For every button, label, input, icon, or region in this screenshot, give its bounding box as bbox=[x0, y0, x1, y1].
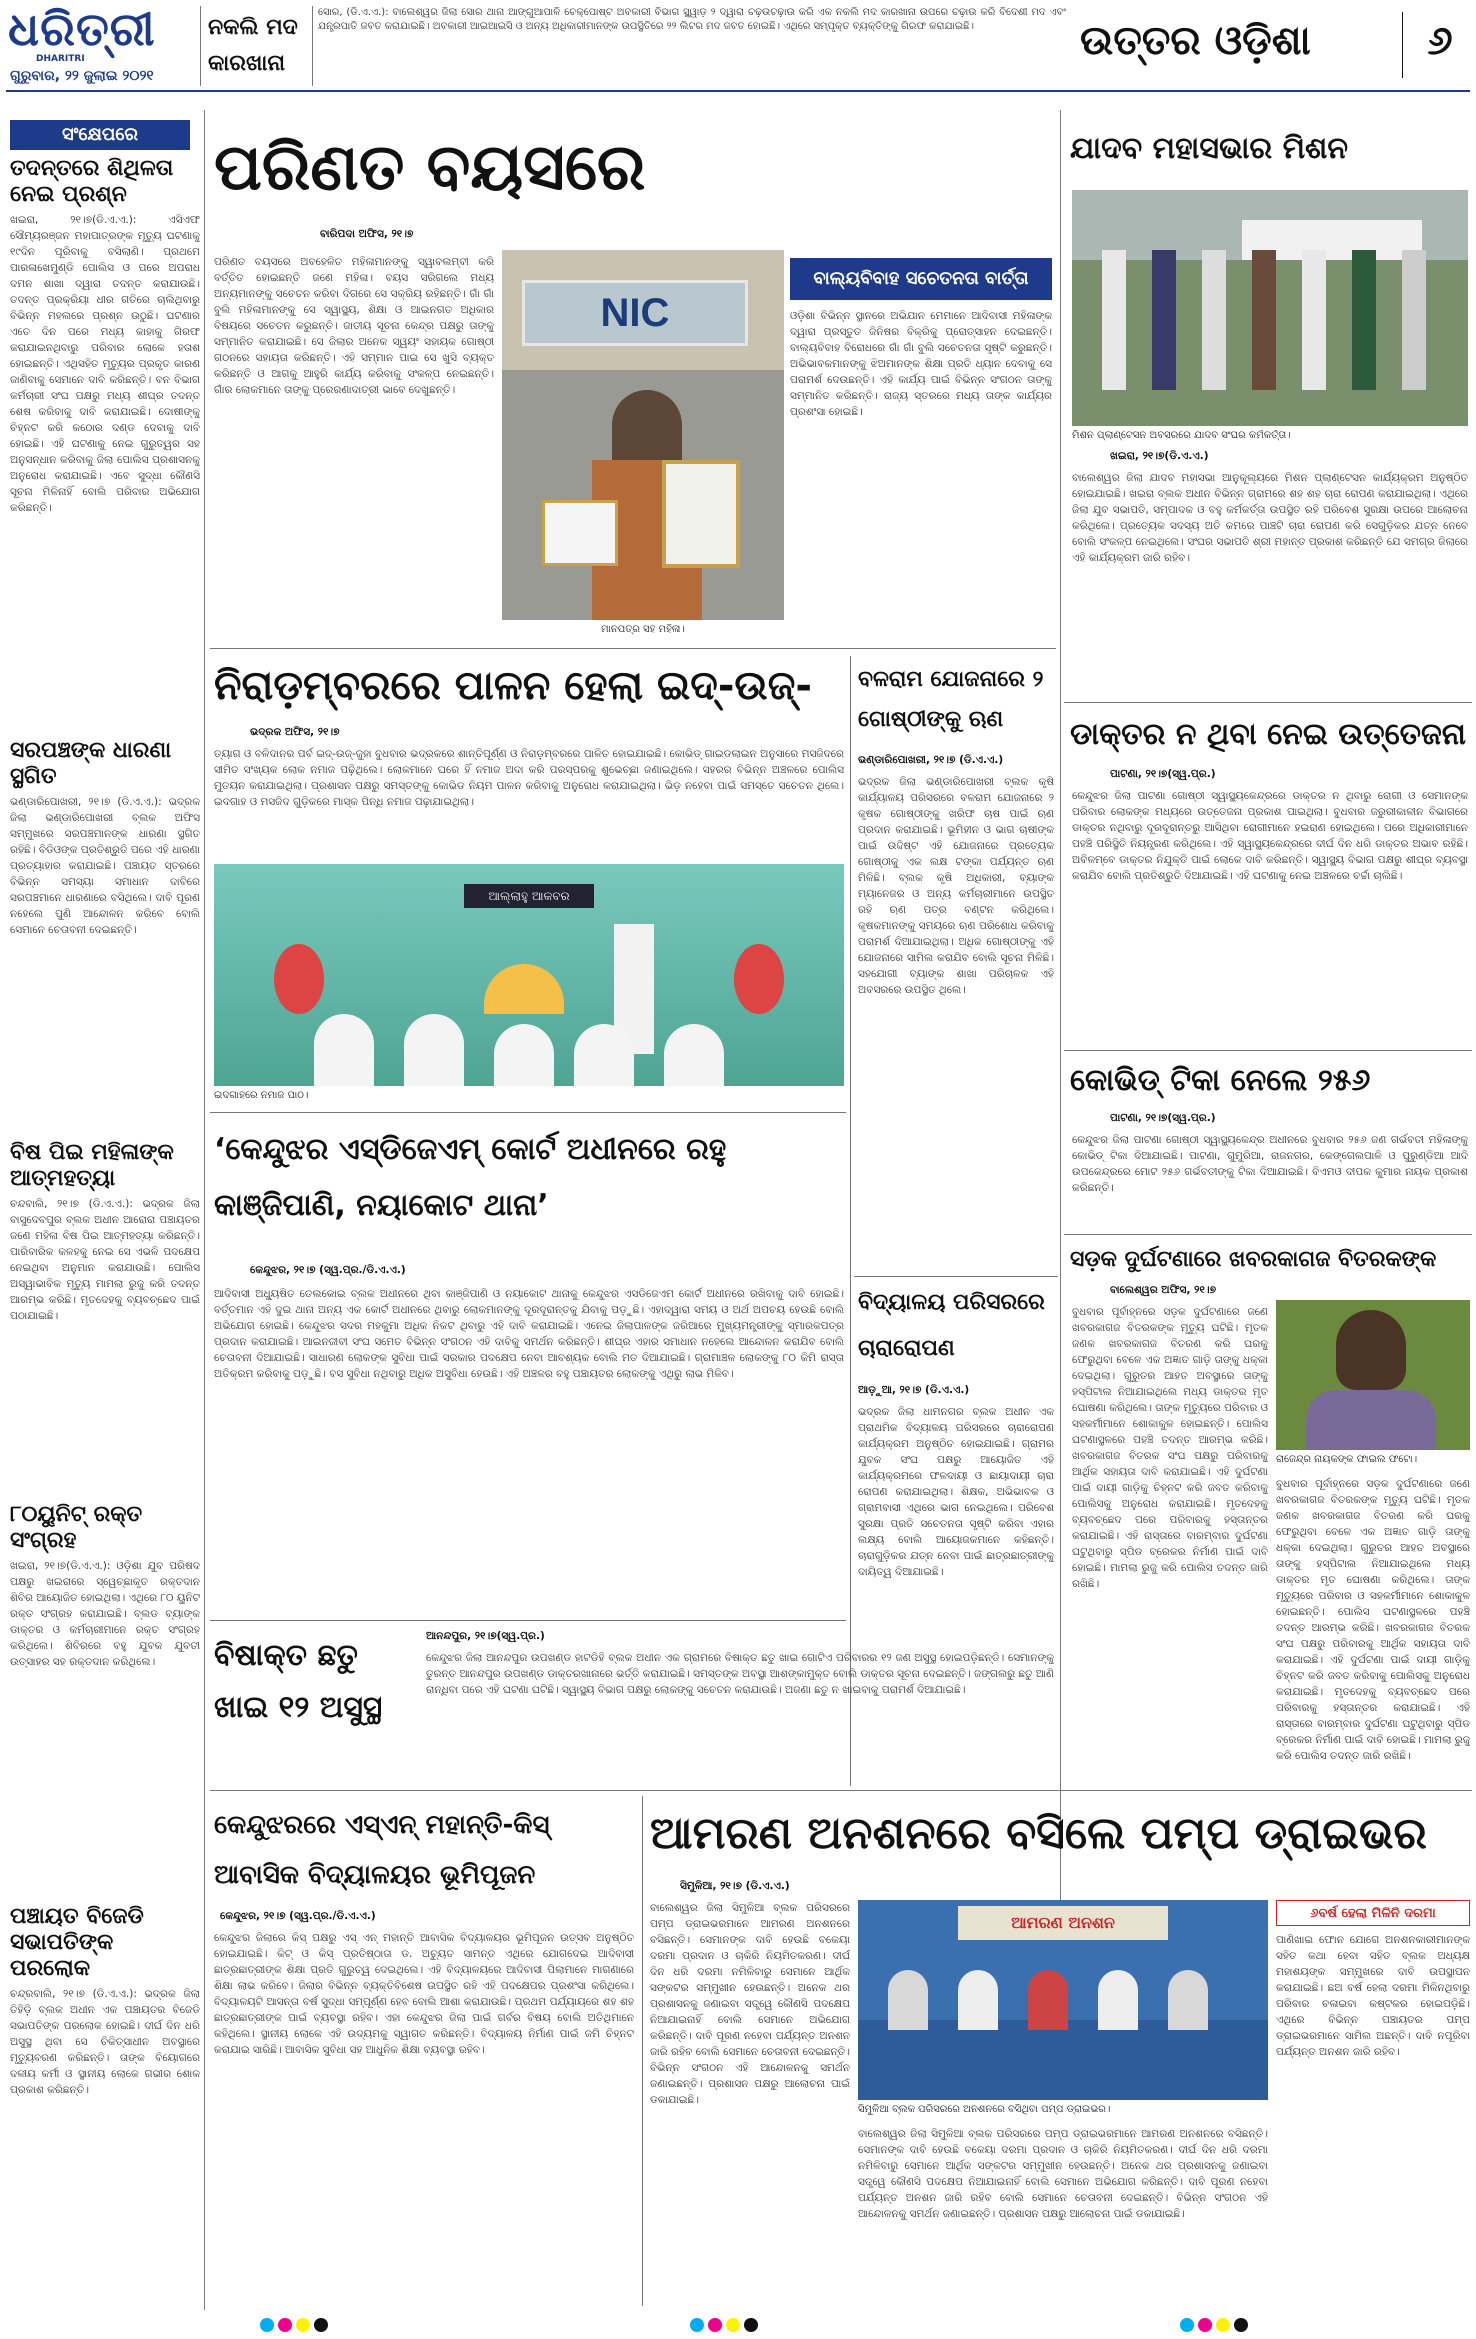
school-byline: ଆଡ଼ୁଆ, ୨୧।୭ (ଡି.ଏ.ଏ.) bbox=[858, 1384, 970, 1396]
brief-text: ଚନ୍ଦବାଲି, ୨୧।୭ (ଡି.ଏ.ଏ.): ଭଦ୍ରକ ଜିଲା ବାସୁଦେବପୁର ବ୍ଲକ ଅଧୀନ ଆରୋରା ପଞ୍ଚାୟତର ଜଣେ ମହିଳା ବିଷ ପିଇ ଆତ୍ମହତ୍ୟା କରିଛନ୍ତି। ପାରିବାରିକ କଳହକୁ ନେଇ ସେ ଏଭଳି ପଦକ୍ଷେପ ନେଇଥିବା ଅନୁମାନ କରାଯାଉଛି। ପୋଲିସ ଅସ୍ୱାଭାବିକ ମୃତ୍ୟୁ ମାମଲା ରୁଜୁ କରି ତଦନ୍ତ ଆରମ୍ଭ କରିଛି। ମୃତଦେହକୁ ବ୍ୟବଚ୍ଛେଦ ପାଇଁ ପଠାଯାଇଛି। bbox=[10, 1198, 200, 1322]
brief-text: ଖଇରା, ୨୧।୭(ଡି.ଏ.ଏ.): ଓଡ଼ିଶା ଯୁବ ପରିଷଦ ପକ୍ଷରୁ ଖଇରାରେ ସ୍ୱେଚ୍ଛାକୃତ ରକ୍ତଦାନ ଶିବିର ଆୟୋଜିତ ହୋଇଥିଲା। ଏଥିରେ ୮୦ ୟୁନିଟ ରକ୍ତ ସଂଗ୍ରହ କରାଯାଇଛି। ବ୍ଲଡ ବ୍ୟାଙ୍କ ଡାକ୍ତର ଓ କର୍ମଚାରୀମାନେ ରକ୍ତ ସଂଗ୍ରହ କରିଥିଲେ। ଶିବିରରେ ବହୁ ଯୁବକ ଯୁବତୀ ଉତ୍ସାହର ସହ ରକ୍ତଦାନ କରିଥିଲେ। bbox=[10, 1560, 200, 1668]
accident-text: ବୁଧବାର ପୂର୍ବାହ୍ନରେ ସଡ଼କ ଦୁର୍ଘଟଣାରେ ଜଣେ ଖବରକାଗଜ ବିତରକଙ୍କ ମୃତ୍ୟୁ ଘଟିଛି। ମୃତକ ଜଣକ ଖବରକାଗଜ ବିତରଣ କରି ଘରକୁ ଫେରୁଥିବା ବେଳେ ଏକ ଅଜ୍ଞାତ ଗାଡ଼ି ତାଙ୍କୁ ଧକ୍କା ଦେଇଥିଲା। ଗୁରୁତର ଆହତ ଅବସ୍ଥାରେ ତାଙ୍କୁ ହସ୍ପିଟାଲ ନିଆଯାଇଥିଲେ ମଧ୍ୟ ଡାକ୍ତର ମୃତ ଘୋଷଣା କରିଥିଲେ। ତାଙ୍କ ମୃତ୍ୟୁରେ ପରିବାର ଓ ସହକର୍ମୀମାନେ ଶୋକାକୁଳ ହୋଇଛନ୍ତି। ପୋଲିସ ଘଟଣାସ୍ଥଳରେ ପହଞ୍ଚି ତଦନ୍ତ ଆରମ୍ଭ କରିଛି। ଖବରକାଗଜ ବିତରକ ସଂଘ ପକ୍ଷରୁ ପରିବାରକୁ ଆର୍ଥିକ ସହାୟତା ଦାବି କରାଯାଇଛି। ଏହି ଦୁର୍ଘଟଣା ପାଇଁ ଦାୟୀ ଗାଡ଼ିକୁ ଚିହ୍ନଟ କରି ଜବତ କରିବାକୁ ପୋଲିସକୁ ଅନୁରୋଧ କରାଯାଇଛି। ମୃତଦେହକୁ ବ୍ୟବଚ୍ଛେଦ ପରେ ପରିବାରକୁ ହସ୍ତାନ୍ତର କରାଯାଇଛି। ଏହି ରାସ୍ତାରେ ବାରମ୍ବାର ଦୁର୍ଘଟଣା ଘଟୁଥିବାରୁ ସ୍ପିଡ ବ୍ରେକର ନିର୍ମାଣ ପାଇଁ ଦାବି ହୋଇଛି। ମାମଲା ରୁଜୁ କରି ପୋଲିସ ତଦନ୍ତ ଜାରି ରଖିଛି। bbox=[1072, 1306, 1268, 1590]
vaccine-byline: ପାଟଣା, ୨୧।୭(ସ୍ୱ.ପ୍ର.) bbox=[1110, 1112, 1216, 1124]
hunger-headline: ଆମରଣ ଅନଶନରେ ବସିଲେ ପମ୍ପ ଡ୍ରାଇଭର bbox=[650, 1808, 1427, 1859]
lead-byline: ବାରିପଦା ଅଫିସ, ୨୧।୭ bbox=[320, 228, 414, 240]
eid-photo-caption: ଇଦଗାହରେ ନମାଜ ପାଠ। bbox=[214, 1090, 309, 1101]
kiss-text: କେନ୍ଦୁଝର ଜିଲାରେ କିସ୍ ପକ୍ଷରୁ ଏସ୍ ଏନ୍ ମହାନ୍ତି ଆବାସିକ ବିଦ୍ୟାଳୟର ଭୂମିପୂଜନ ଉତ୍ସବ ଅନୁଷ୍ଠିତ ହୋଇଯାଇଛି। କିଟ୍ ଓ କିସ୍ ପ୍ରତିଷ୍ଠାତା ଡ. ଅଚ୍ୟୁତ ସାମନ୍ତ ଏଥିରେ ଯୋଗଦେଇ ଆଦିବାସୀ ଛାତ୍ରଛାତ୍ରୀଙ୍କ ଶିକ୍ଷା ପ୍ରତି ଗୁରୁତ୍ୱ ଦେଇଥିଲେ। ଏହି ବିଦ୍ୟାଳୟରେ ଆଦିବାସୀ ପିଲାମାନେ ମାଗଣାରେ ଶିକ୍ଷା ଲାଭ କରିବେ। ଜିଲାର ବିଭିନ୍ନ ବ୍ୟକ୍ତିବିଶେଷ ଉପସ୍ଥିତ ରହି ଏହି ପଦକ୍ଷେପର ପ୍ରଶଂସା କରିଥିଲେ। ବିଦ୍ୟାଳୟଟି ଆସନ୍ତା ବର୍ଷ ସୁଦ୍ଧା ସମ୍ପୂର୍ଣ୍ଣ ହେବ ବୋଲି ଆଶା କରାଯାଉଛି। ପ୍ରଥମ ପର୍ଯ୍ୟାୟରେ ଶହ ଶହ ଛାତ୍ରଛାତ୍ରୀଙ୍କ ପାଇଁ ବ୍ୟବସ୍ଥା ରହିବ। ଏହା କେନ୍ଦୁଝର ଜିଲା ପାଇଁ ଗର୍ବର ବିଷୟ ବୋଲି ଅତିଥିମାନେ କହିଥିଲେ। ସ୍ଥାନୀୟ ଲୋକେ ଏହି ଉଦ୍ୟମକୁ ସ୍ୱାଗତ କରିଛନ୍ତି। ବିଦ୍ୟାଳୟ ନିର୍ମାଣ ପାଇଁ ଜମି ଚିହ୍ନଟ କରାଯାଇ ସାରିଛି। ଆବାସିକ ସୁବିଧା ସହ ଆଧୁନିକ ଶିକ୍ଷା ବ୍ୟବସ୍ଥା ରହିବ। bbox=[214, 1932, 634, 2056]
hunger-photo bbox=[858, 1900, 1268, 2100]
hunger-side-label: ୬ବର୍ଷ ହେଲା ମିଳିନି ଦରମା bbox=[1276, 1900, 1470, 1926]
brief-title: ସରପଞ୍ଚଙ୍କ ଧାରଣା ସ୍ଥଗିତ bbox=[10, 738, 172, 789]
yadav-photo bbox=[1072, 190, 1468, 426]
yadav-byline: ଖଇରା, ୨୧।୭(ଡି.ଏ.ଏ.) bbox=[1110, 450, 1209, 462]
vaccine-text: କେନ୍ଦୁଝର ଜିଲା ପାଟଣା ଗୋଷ୍ଠୀ ସ୍ୱାସ୍ଥ୍ୟକେନ୍ଦ୍ର ଅଧୀନରେ ବୁଧବାର ୨୫୬ ଜଣ ଗର୍ଭବତୀ ମହିଳାଙ୍କୁ କୋଭିଡ୍ ଟିକା ଦିଆଯାଇଛି। ପାଟଣା, ଗୁମୁରିଆ, ରାଜନଗର, କେଙ୍ଗେଲପାଳି ଓ ପୁରୁଣ୍ଡିଆ ଆଦି ଉପକେନ୍ଦ୍ରରେ ମୋଟ ୨୫୬ ଗର୍ଭବତୀଙ୍କୁ ଟିକା ଦିଆଯାଇଛି। ବିଏମଓ ଦୀପକ କୁମାର ନାୟକ ପ୍ରକାଶ କରିଛନ୍ତି। bbox=[1072, 1134, 1468, 1194]
hunger-byline: ସିମୁଳିଆ, ୨୧।୭ (ଡି.ଏ.ଏ.) bbox=[680, 1880, 790, 1892]
accident-byline: ବାଲେଶ୍ୱର ଅଫିସ, ୨୧।୭ bbox=[1110, 1284, 1217, 1296]
brief-title: ପଞ୍ଚାୟତ ବିଜେଡି ସଭାପତିଙ୍କ ପରଲୋକ bbox=[10, 1904, 144, 1981]
teaser-text: ସୋର, (ଡି.ଏ.ଏ.): ବାଲେଶ୍ୱର ଜିଲା ସୋର ଥାନା ଆଙ୍ଗୁଆପାଳି ଚେକ୍‌ପୋଷ୍ଟ ଅବକାରୀ ବିଭାଗ ସ୍କ୍ୱାଡ଼ ୨ ଦ୍ୱାରା ଚଢ଼ଉଚଢ଼ାଉ କରି ଏକ ନକଲି ମଦ କାରଖାନା ଉପରେ ଚଢ଼ାଉ କରି ବିଦେଶୀ ମଦ ଏବଂ ଯନ୍ତ୍ରପାତି ଜବତ କରାଯାଇଛି। ଅବକାରୀ ଆଇଆଇସି ଓ ଅନ୍ୟ ଅଧିକାରୀମାନଙ୍କ ଉପସ୍ଥିତିରେ ୨୨ ଲିଟର ମଦ ଜବତ ହୋଇଛି। ଏଥିରେ ସମ୍ପୃକ୍ତ ବ୍ୟକ୍ତିଙ୍କୁ ଗିରଫ କରାଯାଇଛି। bbox=[318, 7, 1066, 32]
mosque-sign: ଆଲ୍ଲାହୁ ଆକବର bbox=[464, 884, 594, 908]
doctor-byline: ପାଟଣା, ୨୧।୭(ସ୍ୱ.ପ୍ର.) bbox=[1110, 768, 1216, 780]
registration-marks bbox=[0, 2314, 1476, 2334]
briefs-label: ସଂକ୍ଷେପରେ bbox=[10, 120, 190, 150]
brief-title: ତଦନ୍ତରେ ଶିଥିଳତା ନେଇ ପ୍ରଶ୍ନ bbox=[10, 156, 174, 207]
hunger-text: ବାଲେଶ୍ୱର ଜିଲା ସିମୁଳିଆ ବ୍ଲକ ପରିସରରେ ପମ୍ପ ଡ୍ରାଇଭରମାନେ ଆମରଣ ଅନଶନରେ ବସିଛନ୍ତି। ସେମାନଙ୍କ ଦାବି ହେଉଛି ବକେୟା ଦରମା ପ୍ରଦାନ ଓ ଚାକିରି ନିୟମିତକରଣ। ଦୀର୍ଘ ଦିନ ଧରି ଦରମା ନମିଳିବାରୁ ସେମାନେ ଆର୍ଥିକ ସଙ୍କଟର ସମ୍ମୁଖୀନ ହେଉଛନ୍ତି। ଅନେକ ଥର ପ୍ରଶାସନକୁ ଜଣାଇବା ସତ୍ତ୍ୱେ କୌଣସି ପଦକ୍ଷେପ ନିଆଯାଇନାହିଁ ବୋଲି ସେମାନେ ଅଭିଯୋଗ କରିଛନ୍ତି। ଦାବି ପୂରଣ ନହେବା ପର୍ଯ୍ୟନ୍ତ ଅନଶନ ଜାରି ରହିବ ବୋଲି ସେମାନେ ଚେତାବନୀ ଦେଇଛନ୍ତି। ବିଭିନ୍ନ ସଂଗଠନ ଏହି ଆନ୍ଦୋଳନକୁ ସମର୍ଥନ ଜଣାଇଛନ୍ତି। ପ୍ରଶାସନ ପକ୍ଷରୁ ଆଲୋଚନା ପାଇଁ ଡକାଯାଇଛି। bbox=[650, 1902, 850, 2106]
section-name: ଉତ୍ତର ଓଡ଼ିଶା bbox=[1080, 18, 1311, 64]
accident-photo bbox=[1276, 1300, 1470, 1450]
doctor-headline: ଡାକ୍ତର ନ ଥିବା ନେଇ ଉତ୍ତେଜନା bbox=[1070, 717, 1466, 752]
court-headline: ‘କେନ୍ଦୁଝର ଏସ୍‌ଡିଜେଏମ୍ କୋର୍ଟ ଅଧୀନରେ ରହୁ କାଞ୍ଜିପାଣି, ନୟାକୋଟ ଥାନା’ bbox=[214, 1132, 727, 1223]
kiss-byline: କେନ୍ଦୁଝର, ୨୧।୭ (ସ୍ୱ.ପ୍ର./ଡି.ଏ.ଏ.) bbox=[220, 1910, 376, 1922]
brief-text: ଚନ୍ଦ୍ରବାଲି, ୨୧।୭ (ଡି.ଏ.ଏ.): ଭଦ୍ରକ ଜିଲା ତିହିଡ଼ି ବ୍ଲକ ଅଧୀନ ଏକ ପଞ୍ଚାୟତର ବିଜେଡି ସଭାପତିଙ୍କ ପରଲୋକ ହୋଇଛି। ଦୀର୍ଘ ଦିନ ଧରି ଅସୁସ୍ଥ ଥିବା ସେ ଚିକିତ୍ସାଧୀନ ଅବସ୍ଥାରେ ମୃତ୍ୟୁବରଣ କରିଛନ୍ତି। ତାଙ୍କ ବିୟୋଗରେ ଦଳୀୟ କର୍ମୀ ଓ ସ୍ଥାନୀୟ ଲୋକେ ଗଭୀର ଶୋକ ପ୍ରକାଶ କରିଛନ୍ତି। bbox=[10, 1988, 200, 2096]
brief-text: ଭଣ୍ଡାରିପୋଖରୀ, ୨୧।୭ (ଡି.ଏ.ଏ.): ଭଦ୍ରକ ଜିଲା ଭଣ୍ଡାରିପୋଖରୀ ବ୍ଲକ ଅଫିସ ସମ୍ମୁଖରେ ସରପଞ୍ଚମାନଙ୍କ ଧାରଣା ସ୍ଥଗିତ ରହିଛି। ବିଡିଓଙ୍କ ପ୍ରତିଶ୍ରୁତି ପରେ ଏହି ଧାରଣା ପ୍ରତ୍ୟାହାର କରାଯାଇଛି। ପଞ୍ଚାୟତ ସ୍ତରରେ ବିଭିନ୍ନ ସମସ୍ୟା ସମାଧାନ ଦାବିରେ ସରପଞ୍ଚମାନେ ଧାରଣାରେ ବସିଥିଲେ। ଦାବି ପୂରଣ ନହେଲେ ପୁଣି ଆନ୍ଦୋଳନ କରିବେ ବୋଲି ସେମାନେ ଚେତାବନୀ ଦେଇଛନ୍ତି। bbox=[10, 796, 200, 936]
lead-photo-caption: ମାନପତ୍ର ସହ ମହିଳା। bbox=[601, 624, 685, 635]
yadav-photo-caption: ମିଶନ ପ୍ଲାଣ୍ଟେସନ ଅବସରରେ ଯାଦବ ସଂଘର କର୍ମକର୍ତ୍ତା। bbox=[1072, 430, 1291, 441]
hunger-text-2: ବାଲେଶ୍ୱର ଜିଲା ସିମୁଳିଆ ବ୍ଲକ ପରିସରରେ ପମ୍ପ ଡ୍ରାଇଭରମାନେ ଆମରଣ ଅନଶନରେ ବସିଛନ୍ତି। ସେମାନଙ୍କ ଦାବି ହେଉଛି ବକେୟା ଦରମା ପ୍ରଦାନ ଓ ଚାକିରି ନିୟମିତକରଣ। ଦୀର୍ଘ ଦିନ ଧରି ଦରମା ନମିଳିବାରୁ ସେମାନେ ଆର୍ଥିକ ସଙ୍କଟର ସମ୍ମୁଖୀନ ହେଉଛନ୍ତି। ଅନେକ ଥର ପ୍ରଶାସନକୁ ଜଣାଇବା ସତ୍ତ୍ୱେ କୌଣସି ପଦକ୍ଷେପ ନିଆଯାଇନାହିଁ ବୋଲି ସେମାନେ ଅଭିଯୋଗ କରିଛନ୍ତି। ଦାବି ପୂରଣ ନହେବା ପର୍ଯ୍ୟନ୍ତ ଅନଶନ ଜାରି ରହିବ ବୋଲି ସେମାନେ ଚେତାବନୀ ଦେଇଛନ୍ତି। ବିଭିନ୍ନ ସଂଗଠନ ଏହି ଆନ୍ଦୋଳନକୁ ସମର୍ଥନ ଜଣାଇଛନ୍ତି। ପ୍ରଶାସନ ପକ୍ଷରୁ ଆଲୋଚନା ପାଇଁ ଡକାଯାଇଛି। bbox=[858, 2128, 1268, 2220]
brief-title: ବିଷ ପିଇ ମହିଳାଙ୍କ ଆତ୍ମହତ୍ୟା bbox=[10, 1140, 174, 1191]
vaccine-headline: କୋଭିଡ୍ ଟିକା ନେଲେ ୨୫୬ bbox=[1070, 1063, 1371, 1098]
lead-headline: ପରିଣତ ବୟସରେ bbox=[214, 131, 646, 205]
poison-headline: ବିଷାକ୍ତ ଛତୁ ଖାଇ ୧୨ ଅସୁସ୍ଥ bbox=[214, 1638, 383, 1725]
briefs-column bbox=[10, 156, 200, 2146]
yadav-text: ବାଲେଶ୍ୱର ଜିଲା ଯାଦବ ମହାସଭା ଆନୁକୂଲ୍ୟରେ ମିଶନ ପ୍ଲାଣ୍ଟେସନ କାର୍ଯ୍ୟକ୍ରମ ଅନୁଷ୍ଠିତ ହୋଇଯାଇଛି। ଖଇରା ବ୍ଲକ ଅଧୀନ ବିଭିନ୍ନ ଗ୍ରାମରେ ଶହ ଶହ ଚାରା ରୋପଣ କରାଯାଇଥିଲା। ଏଥିରେ ଜିଲା ଯୁବ ସଭାପତି, ସମ୍ପାଦକ ଓ ବହୁ କର୍ମକର୍ତ୍ତା ଉପସ୍ଥିତ ରହି ପରିବେଶ ସୁରକ୍ଷା ଉପରେ ଆଲୋଚନା କରିଥିଲେ। ପ୍ରତ୍ୟେକ ସଦସ୍ୟ ଅତି କମରେ ପାଞ୍ଚଟି ଚାରା ରୋପଣ କରି ସେଗୁଡ଼ିକର ଯତ୍ନ ନେବେ ବୋଲି ସଂକଳ୍ପ ନେଇଥିଲେ। ସଂଘର ସଭାପତି ଶ୍ରୀ ମହାନ୍ତ ପ୍ରକାଶ କରିଛନ୍ତି ଯେ ସମଗ୍ର ଜିଲାରେ ଏହି କାର୍ଯ୍ୟକ୍ରମ ଜାରି ରହିବ। bbox=[1072, 472, 1468, 564]
masthead-logo bbox=[8, 4, 188, 66]
lead-text: ପରିଣତ ବୟସରେ ଅବହେଳିତ ମହିଳାମାନଙ୍କୁ ସ୍ୱାବଲମ୍ବୀ କରି ବର୍ତ୍ତିତ ହୋଇଛନ୍ତି ଜଣେ ମହିଳା। ବୟସ ସରିଗଲେ ମଧ୍ୟ ଅନ୍ୟମାନଙ୍କୁ ସଚେତନ କରିବା ଦିଗରେ ସେ ସକ୍ରିୟ ରହିଛନ୍ତି। ଗାଁ ଗାଁ ବୁଲି ମହିଳାମାନଙ୍କୁ ସେ ସ୍ୱାସ୍ଥ୍ୟ, ଶିକ୍ଷା ଓ ଆଇନଗତ ଅଧିକାର ବିଷୟରେ ସଚେତନ କରୁଛନ୍ତି। ଜାତୀୟ ସୂଚନା କେନ୍ଦ୍ର ପକ୍ଷରୁ ତାଙ୍କୁ ସମ୍ମାନିତ କରାଯାଇଛି। ସେ ଜିଲାର ଅନେକ ସ୍ୱୟଂ ସହାୟକ ଗୋଷ୍ଠୀ ଗଠନରେ ସହାୟତା କରିଛନ୍ତି। ଏହି ସମ୍ମାନ ପାଇ ସେ ଖୁସି ବ୍ୟକ୍ତ କରିଛନ୍ତି ଓ ଆଗକୁ ଆହୁରି କାର୍ଯ୍ୟ କରିବାକୁ ସଂକଳ୍ପ ନେଇଛନ୍ତି। ଗାଁର ଲୋକମାନେ ତାଙ୍କୁ ପ୍ରେରଣାଦାତ୍ରୀ ଭାବେ ଦେଖୁଛନ୍ତି। bbox=[214, 256, 494, 396]
lead-box-text: ଓଡ଼ିଶା ବିଭିନ୍ନ ସ୍ଥାନରେ ଅଭିଯାନ ମେମାନେ ଆଦିବାସୀ ମହିଳାଙ୍କ ଦ୍ୱାରା ପ୍ରସ୍ତୁତ ଜିନିଷର ବିକ୍ରିକୁ ପ୍ରୋତ୍ସାହନ ଦେଇଛନ୍ତି। ବାଲ୍ୟବିବାହ ବିରୋଧରେ ଗାଁ ଗାଁ ବୁଲି ସଚେତନତା ସୃଷ୍ଟି କରୁଛନ୍ତି। ଅଭିଭାବକମାନଙ୍କୁ ଝିଅମାନଙ୍କ ଶିକ୍ଷା ପ୍ରତି ଧ୍ୟାନ ଦେବାକୁ ସେ ପରାମର୍ଶ ଦେଉଛନ୍ତି। ଏହି କାର୍ଯ୍ୟ ପାଇଁ ବିଭିନ୍ନ ସଂଗଠନ ତାଙ୍କୁ ସମ୍ମାନିତ କରିଛନ୍ତି। ରାଜ୍ୟ ସ୍ତରରେ ମଧ୍ୟ ତାଙ୍କ କାର୍ଯ୍ୟର ପ୍ରଶଂସା ହୋଇଛି। bbox=[790, 310, 1052, 418]
balaram-text: ଭଦ୍ରକ ଜିଲା ଭଣ୍ଡାରିପୋଖରୀ ବ୍ଲକ କୃଷି କାର୍ଯ୍ୟାଳୟ ପରିସରରେ ବଳରାମ ଯୋଜନାରେ ୨ କୃଷକ ଗୋଷ୍ଠୀଙ୍କୁ ଖରିଫ ଚାଷ ପାଇଁ ଋଣ ପ୍ରଦାନ କରାଯାଇଛି। ଭୂମିହୀନ ଓ ଭାଗ ଚାଷୀଙ୍କ ପାଇଁ ଉଦ୍ଦିଷ୍ଟ ଏହି ଯୋଜନାରେ ପ୍ରତ୍ୟେକ ଗୋଷ୍ଠୀକୁ ଏକ ଲକ୍ଷ ଟଙ୍କା ପର୍ଯ୍ୟନ୍ତ ଋଣ ମିଳିଛି। ବ୍ଲକ କୃଷି ଅଧିକାରୀ, ବ୍ୟାଙ୍କ ମ୍ୟାନେଜର ଓ ଅନ୍ୟ କର୍ମଚାରୀମାନେ ଉପସ୍ଥିତ ରହି ଋଣ ପତ୍ର ବଣ୍ଟନ କରିଥିଲେ। କୃଷକମାନଙ୍କୁ ସମୟରେ ଋଣ ପରିଶୋଧ କରିବାକୁ ପରାମର୍ଶ ଦିଆଯାଇଥିଲା। ଅଧିକ ଗୋଷ୍ଠୀଙ୍କୁ ଏହି ଯୋଜନାରେ ସାମିଲ କରାଯିବ ବୋଲି ସୂଚନା ମିଳିଛି। ସହଯୋଗୀ ବ୍ୟାଙ୍କ ଶାଖା ପରିଚାଳକ ଏହି ଅବସରରେ ଉପସ୍ଥିତ ଥିଲେ। bbox=[858, 776, 1054, 996]
doctor-text: କେନ୍ଦୁଝର ଜିଲା ପାଟଣା ଗୋଷ୍ଠୀ ସ୍ୱାସ୍ଥ୍ୟକେନ୍ଦ୍ରରେ ଡାକ୍ତର ନ ଥିବାରୁ ରୋଗୀ ଓ ସେମାନଙ୍କ ପରିବାର ଲୋକଙ୍କ ମଧ୍ୟରେ ଉତ୍ତେଜନା ପ୍ରକାଶ ପାଇଥିଲା। ବୁଧବାର ଜରୁରୀକାଳୀନ ବିଭାଗରେ ଡାକ୍ତର ନଥିବାରୁ ଦୂରଦୂରାନ୍ତରୁ ଆସିଥିବା ରୋଗୀମାନେ ହଇରାଣ ହୋଇଥିଲେ। ପରେ ଅଧିକାରୀମାନେ ପହଞ୍ଚି ପରିସ୍ଥିତି ନିୟନ୍ତ୍ରଣ କରିଥିଲେ। ଏହି ସ୍ୱାସ୍ଥ୍ୟକେନ୍ଦ୍ରରେ ଦୀର୍ଘ ଦିନ ଧରି ଡାକ୍ତର ଅଭାବ ରହିଛି। ଅବିଳମ୍ବେ ଡାକ୍ତର ନିଯୁକ୍ତି ପାଇଁ ଲୋକେ ଦାବି କରିଛନ୍ତି। ସ୍ୱାସ୍ଥ୍ୟ ବିଭାଗ ପକ୍ଷରୁ ଶୀଘ୍ର ବ୍ୟବସ୍ଥା କରାଯିବ ବୋଲି ପ୍ରତିଶ୍ରୁତି ଦିଆଯାଇଛି। ଏହି ଘଟଣାକୁ ନେଇ ଅଞ୍ଚଳରେ ଚର୍ଚ୍ଚା ଚାଲିଛି। bbox=[1072, 790, 1468, 882]
accident-text-2: ବୁଧବାର ପୂର୍ବାହ୍ନରେ ସଡ଼କ ଦୁର୍ଘଟଣାରେ ଜଣେ ଖବରକାଗଜ ବିତରକଙ୍କ ମୃତ୍ୟୁ ଘଟିଛି। ମୃତକ ଜଣକ ଖବରକାଗଜ ବିତରଣ କରି ଘରକୁ ଫେରୁଥିବା ବେଳେ ଏକ ଅଜ୍ଞାତ ଗାଡ଼ି ତାଙ୍କୁ ଧକ୍କା ଦେଇଥିଲା। ଗୁରୁତର ଆହତ ଅବସ୍ଥାରେ ତାଙ୍କୁ ହସ୍ପିଟାଲ ନିଆଯାଇଥିଲେ ମଧ୍ୟ ଡାକ୍ତର ମୃତ ଘୋଷଣା କରିଥିଲେ। ତାଙ୍କ ମୃତ୍ୟୁରେ ପରିବାର ଓ ସହକର୍ମୀମାନେ ଶୋକାକୁଳ ହୋଇଛନ୍ତି। ପୋଲିସ ଘଟଣାସ୍ଥଳରେ ପହଞ୍ଚି ତଦନ୍ତ ଆରମ୍ଭ କରିଛି। ଖବରକାଗଜ ବିତରକ ସଂଘ ପକ୍ଷରୁ ପରିବାରକୁ ଆର୍ଥିକ ସହାୟତା ଦାବି କରାଯାଇଛି। ଏହି ଦୁର୍ଘଟଣା ପାଇଁ ଦାୟୀ ଗାଡ଼ିକୁ ଚିହ୍ନଟ କରି ଜବତ କରିବାକୁ ପୋଲିସକୁ ଅନୁରୋଧ କରାଯାଇଛି। ମୃତଦେହକୁ ବ୍ୟବଚ୍ଛେଦ ପରେ ପରିବାରକୁ ହସ୍ତାନ୍ତର କରାଯାଇଛି। ଏହି ରାସ୍ତାରେ ବାରମ୍ବାର ଦୁର୍ଘଟଣା ଘଟୁଥିବାରୁ ସ୍ପିଡ ବ୍ରେକର ନିର୍ମାଣ ପାଇଁ ଦାବି ହୋଇଛି। ମାମଲା ରୁଜୁ କରି ପୋଲିସ ତଦନ୍ତ ଜାରି ରଖିଛି। bbox=[1276, 1478, 1470, 1762]
logo-text: ଧରିତ୍ରୀ bbox=[8, 4, 156, 56]
eid-photo bbox=[214, 864, 844, 1086]
lead-photo: NIC bbox=[502, 250, 784, 620]
brief-title: ୮୦ୟୁନିଟ୍ ରକ୍ତ ସଂଗ୍ରହ bbox=[10, 1502, 143, 1553]
hunger-banner: ଆମରଣ ଅନଶନ bbox=[958, 1906, 1168, 1940]
hunger-side-text: ପାଣିଖାଇ ଫୋନ ଯୋଗେ ଅନଶନକାରୀମାନଙ୍କ ସହିତ କଥା ହେବା ସହିତ ବ୍ଲକ ଅଧ୍ୟକ୍ଷ ମହାଶୟଙ୍କ ସମ୍ମୁଖରେ ଦାବି ଉପସ୍ଥାପନ କରାଯାଇଛି। ଛଅ ବର୍ଷ ହେଲା ଦରମା ମିଳିନଥିବାରୁ ପରିବାର ଚଳାଇବା କଷ୍ଟକର ହୋଇପଡ଼ିଛି। ଏଥିରେ ବିଭିନ୍ନ ପଞ୍ଚାୟତର ପମ୍ପ ଡ୍ରାଇଭରମାନେ ସାମିଲ ଅଛନ୍ତି। ଦାବି ନପୂରିବା ପର୍ଯ୍ୟନ୍ତ ଅନଶନ ଜାରି ରହିବ। bbox=[1276, 1934, 1470, 2058]
kiss-headline: କେନ୍ଦୁଝରରେ ଏସ୍‌ଏନ୍ ମହାନ୍ତି-କିସ୍ ଆବାସିକ ବିଦ୍ୟାଳୟର ଭୂମିପୂଜନ bbox=[214, 1810, 550, 1890]
brief-text: ଖଇରା, ୨୧।୭(ଡି.ଏ.ଏ.): ଏସିଏଫ ସୌମ୍ୟରଞ୍ଜନ ମହାପାତ୍ରଙ୍କ ମୃତ୍ୟୁ ଘଟଣାକୁ ୧୯ଦିନ ପୂରିବାକୁ ବସିଲାଣି। ପ୍ରଥମେ ପାରଳାଖେମୁଣ୍ଡି ପୋଲିସ ଓ ପରେ ଅପରାଧ ଦମନ ଶାଖା ଦ୍ୱାରା ତଦନ୍ତ କରାଯାଉଛି। ତଦନ୍ତ ପ୍ରକ୍ରିୟା ଧୀର ଗତିରେ ଚାଲିଥିବାରୁ ବିଭିନ୍ନ ମହଲରେ ପ୍ରଶ୍ନ ଉଠୁଛି। ଘଟଣାର ଏତେ ଦିନ ପରେ ମଧ୍ୟ କାହାକୁ ଗିରଫ କରାଯାଇନଥିବାରୁ ପରିବାର ଲୋକେ ହତାଶ ହୋଇଛନ୍ତି। ଏଥିସହିତ ମୃତ୍ୟୁର ପ୍ରକୃତ କାରଣ ଜାଣିବାକୁ ସେମାନେ ଦାବି କରିଛନ୍ତି। ବନ ବିଭାଗ କର୍ମଚାରୀ ସଂଘ ପକ୍ଷରୁ ମଧ୍ୟ ଶୀଘ୍ର ତଦନ୍ତ ଶେଷ କରିବାକୁ ଦାବି କରାଯାଇଛି। ଦୋଷୀଙ୍କୁ ଚିହ୍ନଟ କରି କଠୋର ଦଣ୍ଡ ଦେବାକୁ ଦାବି ହୋଇଛି। ଏହି ଘଟଣାକୁ ନେଇ ଗୁରୁତ୍ୱର ସହ ଅନୁସନ୍ଧାନ କରିବାକୁ ଜିଲା ପୋଲିସ ପ୍ରଶାସନକୁ ଅନୁରୋଧ କରାଯାଇଛି। ଏବେ ସୁଦ୍ଧା କୌଣସି ସୂଚନା ମିଳିନାହିଁ ବୋଲି ପରିବାର ଅଭିଯୋଗ କରିଛନ୍ତି। bbox=[10, 214, 200, 514]
eid-headline: ନିରାଡ଼ମ୍ବରରେ ପାଳନ ହେଲା ଇଦ୍-ଉଜ୍- bbox=[214, 663, 812, 709]
eid-text: ତ୍ୟାଗ ଓ ବଳିଦାନର ପର୍ବ ଇଦ୍-ଉଜ୍-ଜୁହା ବୁଧବାର ଭଦ୍ରକରେ ଶାନ୍ତିପୂର୍ଣ୍ଣ ଓ ନିରାଡ଼ମ୍ବରରେ ପାଳିତ ହୋଇଯାଇଛି। କୋଭିଡ୍ ଗାଇଡଲାଇନ ଅନୁସାରେ ମସଜିଦରେ ସୀମିତ ସଂଖ୍ୟକ ଲୋକ ନମାଜ ପଢ଼ିଥିଲେ। ଲୋକମାନେ ଘରେ ହିଁ ନମାଜ ଅଦା କରି ପରସ୍ପରକୁ ଶୁଭେଚ୍ଛା ଜଣାଇଥିଲେ। ସହରର ବିଭିନ୍ନ ଅଞ୍ଚଳରେ ପୋଲିସ ମୁତୟନ କରାଯାଇଥିଲା। ପ୍ରଶାସନ ପକ୍ଷରୁ ସମସ୍ତଙ୍କୁ କୋଭିଡ ନିୟମ ପାଳନ କରିବାକୁ ଅନୁରୋଧ କରାଯାଇଥିଲା। ଭିଡ଼ ନହେବା ପାଇଁ ସମସ୍ତେ ସଚେତନ ଥିଲେ। ଇଦଗାହ ଓ ମସଜିଦ ଗୁଡ଼ିକରେ ମାସ୍କ ପିନ୍ଧି ନମାଜ ପଢ଼ାଯାଇଥିଲା। bbox=[214, 748, 844, 808]
school-headline: ବିଦ୍ୟାଳୟ ପରିସରରେ ଚାରାରୋପଣ bbox=[858, 1290, 1045, 1361]
logo-en: DHARITRI bbox=[36, 54, 85, 64]
balaram-headline: ବଳରାମ ଯୋଜନାରେ ୨ ଗୋଷ୍ଠୀଙ୍କୁ ଋଣ bbox=[858, 667, 1044, 732]
poison-byline: ଆନନ୍ଦପୁର, ୨୧।୭(ସ୍ୱ.ପ୍ର.) bbox=[426, 1630, 545, 1642]
court-text: ଆଦିବାସୀ ଅଧ୍ୟୁଷିତ ତେଲକୋଇ ବ୍ଲକ ଅଧୀନରେ ଥିବା କାଞ୍ଜିପାଣି ଓ ନୟାକୋଟ ଥାନାକୁ କେନ୍ଦୁଝର ଏସଡିଜେଏମ କୋର୍ଟ ଅଧୀନରେ ରଖିବାକୁ ଦାବି ହୋଇଛି। ବର୍ତ୍ତମାନ ଏହି ଦୁଇ ଥାନା ଅନ୍ୟ ଏକ କୋର୍ଟ ଅଧୀନରେ ଥିବାରୁ ଲୋକମାନଙ୍କୁ ଦୂରଦୂରାନ୍ତକୁ ଯିବାକୁ ପଡ଼ୁଛି। ଏହାଦ୍ୱାରା ସମୟ ଓ ଅର୍ଥ ଅପଚୟ ହେଉଛି ବୋଲି ଅଭିଯୋଗ ହୋଇଛି। କେନ୍ଦୁଝର ସଦର ମହକୁମା ଅଧିକ ନିକଟ ଥିବାରୁ ଏହି ଦାବି କରାଯାଇଛି। ଏନେଇ ଜିଲାପାଳଙ୍କ ଜରିଆରେ ମୁଖ୍ୟମନ୍ତ୍ରୀଙ୍କୁ ସ୍ମାରକପତ୍ର ପ୍ରଦାନ କରାଯାଇଛି। ଆଇନଜୀବୀ ସଂଘ ସମେତ ବିଭିନ୍ନ ସଂଗଠନ ଏହି ଦାବିକୁ ସମର୍ଥନ କରିଛନ୍ତି। ଶୀଘ୍ର ଏହାର ସମାଧାନ ନହେଲେ ଆନ୍ଦୋଳନ କରାଯିବ ବୋଲି ଚେତାବନୀ ଦିଆଯାଇଛି। ସାଧାରଣ ଲୋକଙ୍କ ସୁବିଧା ପାଇଁ ସରକାର ପଦକ୍ଷେପ ନେବା ଆବଶ୍ୟକ ବୋଲି ମତ ଦିଆଯାଇଛି। ଗ୍ରାମାଞ୍ଚଳ ଲୋକଙ୍କୁ ୮୦ କିମି ରାସ୍ତା ଅତିକ୍ରମ କରିବାକୁ ପଡ଼ୁଛି। ବସ ସୁବିଧା ନଥିବାରୁ ଅଧିକ ଅସୁବିଧା ହେଉଛି। ଏହି ଅଞ୍ଚଳର ବହୁ ପଞ୍ଚାୟତର ଲୋକଙ୍କୁ ଏଥିରୁ ଲାଭ ମିଳିବ। bbox=[214, 1288, 844, 1380]
lead-box-label: ବାଲ୍ୟବିବାହ ସଚେତନତା ବାର୍ତ୍ତା bbox=[790, 258, 1052, 300]
school-text: ଭଦ୍ରକ ଜିଲା ଧାମନଗର ବ୍ଲକ ଅଧୀନ ଏକ ପ୍ରାଥମିକ ବିଦ୍ୟାଳୟ ପରିସରରେ ଚାରାରୋପଣ କାର୍ଯ୍ୟକ୍ରମ ଅନୁଷ୍ଠିତ ହୋଇଯାଇଛି। ଗ୍ରାମର ଯୁବକ ସଂଘ ପକ୍ଷରୁ ଆୟୋଜିତ ଏହି କାର୍ଯ୍ୟକ୍ରମରେ ଫଳଦାୟୀ ଓ ଛାୟାଦାୟୀ ଚାରା ରୋପଣ କରାଯାଇଥିଲା। ଶିକ୍ଷକ, ଅଭିଭାବକ ଓ ଗ୍ରାମବାସୀ ଏଥିରେ ଭାଗ ନେଇଥିଲେ। ପରିବେଶ ସୁରକ୍ଷା ପ୍ରତି ସଚେତନତା ସୃଷ୍ଟି କରିବା ଏହାର ଲକ୍ଷ୍ୟ ବୋଲି ଆୟୋଜକମାନେ କହିଛନ୍ତି। ଚାରାଗୁଡ଼ିକର ଯତ୍ନ ନେବା ପାଇଁ ଛାତ୍ରଛାତ୍ରୀଙ୍କୁ ଦାୟିତ୍ୱ ଦିଆଯାଇଛି। bbox=[858, 1406, 1054, 1578]
hunger-photo-caption: ସିମୁଳିଆ ବ୍ଲକ ପରିସରରେ ଅନଶନରେ ବସିଥିବା ପମ୍ପ ଡ୍ରାଇଭର। bbox=[858, 2104, 1111, 2115]
masthead-date: ଗୁରୁବାର, ୨୨ ଜୁଲାଇ ୨୦୨୧ bbox=[10, 68, 154, 84]
page-number: ୬ bbox=[1427, 18, 1453, 64]
balaram-byline: ଭଣ୍ଡାରିପୋଖରୀ, ୨୧।୭ (ଡି.ଏ.ଏ.) bbox=[858, 754, 1004, 766]
accident-photo-caption: ରାଜେନ୍ଦ୍ର ନାୟକଙ୍କ ଫାଇଲ ଫଟୋ। bbox=[1276, 1454, 1418, 1465]
accident-headline: ସଡ଼କ ଦୁର୍ଘଟଣାରେ ଖବରକାଗଜ ବିତରକଙ୍କ bbox=[1070, 1247, 1437, 1272]
eid-byline: ଭଦ୍ରକ ଅଫିସ, ୨୧।୭ bbox=[250, 726, 340, 738]
poison-text: କେନ୍ଦୁଝର ଜିଲା ଆନନ୍ଦପୁର ଉପଖଣ୍ଡ ହାଟଡିହି ବ୍ଲକ ଅଧୀନ ଏକ ଗ୍ରାମରେ ବିଷାକ୍ତ ଛତୁ ଖାଇ ଗୋଟିଏ ପରିବାରର ୧୨ ଜଣ ଅସୁସ୍ଥ ହୋଇପଡ଼ିଛନ୍ତି। ସେମାନଙ୍କୁ ତୁରନ୍ତ ଆନନ୍ଦପୁର ଉପଖଣ୍ଡ ଡାକ୍ତରଖାନାରେ ଭର୍ତ୍ତି କରାଯାଇଛି। ସମସ୍ତଙ୍କ ଅବସ୍ଥା ଆଶଙ୍କାମୁକ୍ତ ବୋଲି ଡାକ୍ତର ସୂଚନା ଦେଇଛନ୍ତି। ଜଙ୍ଗଲରୁ ଛତୁ ଆଣି ରାନ୍ଧିବା ପରେ ଏହି ଘଟଣା ଘଟିଛି। ସ୍ୱାସ୍ଥ୍ୟ ବିଭାଗ ପକ୍ଷରୁ ଲୋକଙ୍କୁ ସଚେତନ କରାଯାଉଛି। ଅଜଣା ଛତୁ ନ ଖାଇବାକୁ ପରାମର୍ଶ ଦିଆଯାଇଛି। bbox=[426, 1652, 1054, 1696]
yadav-headline: ଯାଦବ ମହାସଭାର ମିଶନ bbox=[1070, 131, 1349, 166]
teaser-title: ନକଲି ମଦ କାରଖାନା bbox=[208, 15, 298, 76]
court-byline: କେନ୍ଦୁଝର, ୨୧।୭ (ସ୍ୱ.ପ୍ର./ଡି.ଏ.ଏ.) bbox=[250, 1264, 406, 1276]
